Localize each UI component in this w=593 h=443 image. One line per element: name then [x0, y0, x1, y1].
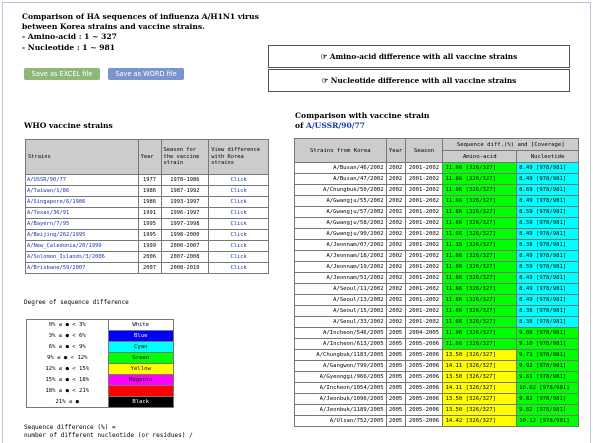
view-difference-link[interactable]: Click [209, 175, 269, 186]
season-cell: 1997-1998 [161, 219, 209, 230]
amino-acid-diff-cell: 11.66 [326/327] [443, 196, 517, 207]
table-row [295, 251, 579, 262]
color-swatch: Blue [108, 331, 173, 342]
legend-row [27, 364, 174, 375]
view-difference-link[interactable]: Click [209, 263, 269, 274]
year-cell: 2002 [386, 306, 405, 317]
strain-cell: A/Incheon/1054/2005 [295, 383, 387, 394]
legend-row [27, 375, 174, 386]
table-row [295, 163, 579, 174]
year-cell: 1995 [138, 230, 161, 241]
nucleotide-difference-button[interactable] [268, 69, 570, 92]
year-cell: 2002 [386, 273, 405, 284]
table-row [295, 229, 579, 240]
legend-row [27, 342, 174, 353]
year-cell: 2002 [386, 196, 405, 207]
season-cell: 2001-2002 [405, 218, 443, 229]
amino-acid-diff-cell: 14.11 [326/327] [443, 383, 517, 394]
season-cell: 2001-2002 [405, 240, 443, 251]
season-cell: 2007-2008 [161, 252, 209, 263]
year-cell: 2002 [386, 262, 405, 273]
nucleotide-diff-cell: 8.49 [978/981] [517, 229, 579, 240]
season-cell: 2005-2006 [405, 383, 443, 394]
column-header: Amino-acid [443, 151, 517, 163]
amino-acid-diff-cell: 13.50 [326/327] [443, 372, 517, 383]
strain-cell [26, 241, 139, 252]
year-cell: 2005 [386, 383, 405, 394]
amino-acid-diff-cell: 11.35 [326/327] [443, 240, 517, 251]
table-row [295, 218, 579, 229]
season-cell: 2004-2005 [405, 328, 443, 339]
nucleotide-diff-cell: 8.38 [978/981] [517, 240, 579, 251]
legend-row [27, 331, 174, 342]
table-row [26, 197, 269, 208]
strain-link[interactable]: A/Taiwan/1/86 [27, 188, 70, 194]
nucleotide-diff-cell: 9.82 [978/981] [517, 394, 579, 405]
year-cell: 1991 [138, 208, 161, 219]
amino-acid-diff-cell: 11.66 [326/327] [443, 163, 517, 174]
season-cell: 2001-2002 [405, 295, 443, 306]
range-cell: 21% ≤ ● [55, 398, 80, 405]
year-cell: 2005 [386, 361, 405, 372]
strain-cell [26, 252, 139, 263]
table-row [26, 241, 269, 252]
table-row [26, 219, 269, 230]
strain-cell [26, 208, 139, 219]
amino-acid-diff-cell: 11.66 [326/327] [443, 273, 517, 284]
amino-acid-difference-button[interactable] [268, 45, 570, 68]
season-cell: 2005-2006 [405, 416, 443, 427]
season-cell: 1993-1997 [161, 197, 209, 208]
legend-row [27, 320, 174, 331]
season-cell: 2001-2002 [405, 185, 443, 196]
amino-acid-diff-cell: 13.50 [326/327] [443, 405, 517, 416]
season-cell: 2001-2002 [405, 306, 443, 317]
amino-acid-diff-cell: 11.66 [326/327] [443, 174, 517, 185]
year-cell: 2002 [386, 317, 405, 328]
save-word-button[interactable]: Save as WORD file [108, 68, 184, 80]
comparison-section-title [295, 111, 429, 130]
season-cell: 2001-2002 [405, 207, 443, 218]
range-cell: 15% ≤ ● < 18% [45, 377, 90, 383]
strain-cell [26, 230, 139, 241]
season-cell: 2001-2002 [405, 163, 443, 174]
nucleotide-diff-cell: 8.49 [978/981] [517, 295, 579, 306]
difference-formula-note [24, 424, 193, 439]
strain-cell: A/Chungbuk/50/2002 [295, 185, 387, 196]
table-row [295, 339, 579, 350]
degree-legend-table [26, 319, 174, 408]
strain-cell: A/Jeonnam/07/2002 [295, 240, 387, 251]
strain-cell: A/Gwangju/90/2002 [295, 229, 387, 240]
legend-row [27, 353, 174, 364]
season-cell: 2001-2002 [405, 229, 443, 240]
strain-cell: A/Gangwon/799/2005 [295, 361, 387, 372]
strain-cell: A/Gwangju/55/2002 [295, 196, 387, 207]
nucleotide-diff-cell: 8.38 [978/981] [517, 317, 579, 328]
season-cell: 2000-2007 [161, 241, 209, 252]
year-cell: 2002 [386, 174, 405, 185]
comparison-title-of: of [295, 120, 306, 130]
year-cell: 2002 [386, 207, 405, 218]
page-header [22, 12, 272, 53]
amino-acid-diff-cell: 11.96 [326/327] [443, 328, 517, 339]
table-row [295, 306, 579, 317]
strain-link[interactable]: A/Brisbane/59/2007 [27, 265, 86, 271]
amino-acid-diff-cell: 11.66 [326/327] [443, 207, 517, 218]
amino-acid-diff-cell: 11.66 [326/327] [443, 306, 517, 317]
nucleotide-diff-cell: 9.00 [978/981] [517, 328, 579, 339]
season-cell: 2001-2002 [405, 317, 443, 328]
comparison-header-row [295, 139, 579, 151]
color-swatch: Green [108, 353, 173, 364]
column-header: Nucleotide [517, 151, 579, 163]
strain-cell: A/Busan/47/2002 [295, 174, 387, 185]
year-cell: 2005 [386, 339, 405, 350]
nucleotide-diff-cell: 9.71 [978/981] [517, 350, 579, 361]
season-cell: 1996-1997 [161, 208, 209, 219]
comparison-title: Comparison with vaccine strain [295, 111, 430, 120]
table-row [26, 230, 269, 241]
strain-cell: A/Incheon/613/2005 [295, 339, 387, 350]
strain-cell: A/Seoul/13/2002 [295, 295, 387, 306]
color-swatch: Red [108, 386, 173, 397]
table-row [295, 295, 579, 306]
season-cell: 2005-2006 [405, 405, 443, 416]
strain-cell [26, 197, 139, 208]
season-cell: 2001-2002 [405, 196, 443, 207]
strain-cell: A/Busan/46/2002 [295, 163, 387, 174]
view-difference-link[interactable]: Click [209, 219, 269, 230]
nucleotide-diff-cell: 8.59 [978/981] [517, 262, 579, 273]
strain-cell: A/Ulsan/752/2005 [295, 416, 387, 427]
year-cell: 2005 [386, 328, 405, 339]
season-cell: 2001-2002 [405, 262, 443, 273]
color-swatch: White [108, 320, 173, 331]
nucleotide-diff-cell: 10.02 [978/981] [517, 383, 579, 394]
season-cell: 2005-2006 [405, 394, 443, 405]
strain-link[interactable]: A/New_Caledonia/20/1999 [27, 243, 102, 249]
year-cell: 2007 [138, 263, 161, 274]
strain-cell [26, 219, 139, 230]
strain-cell: A/Seoul/33/2002 [295, 317, 387, 328]
table-row [295, 174, 579, 185]
table-row [295, 185, 579, 196]
season-cell: 2001-2002 [405, 251, 443, 262]
strain-cell: A/Gyeonggi/966/2005 [295, 372, 387, 383]
column-header: View difference with Korea strains [209, 140, 269, 175]
nucleotide-difference-label: Nucleotide difference with all vaccine strains [330, 76, 517, 85]
strain-cell: A/Jeonbuk/1189/2005 [295, 405, 387, 416]
season-cell: 2008-2010 [161, 263, 209, 274]
amino-acid-diff-cell: 13.50 [326/327] [443, 394, 517, 405]
column-header: Season [405, 139, 443, 163]
strain-cell [26, 186, 139, 197]
who-vaccine-table [25, 139, 269, 274]
table-row [295, 361, 579, 372]
header-line-2: between Korea strains and vaccine strains. [22, 22, 205, 32]
range-cell: 3% ≤ ● < 6% [48, 333, 86, 339]
strain-cell [26, 175, 139, 186]
strain-link[interactable]: A/Singapore/6/1986 [27, 199, 86, 205]
amino-acid-diff-cell: 11.66 [326/327] [443, 218, 517, 229]
season-cell: 2005-2006 [405, 350, 443, 361]
strain-cell: A/Gwangju/57/2002 [295, 207, 387, 218]
strain-cell: A/Jeonbuk/1096/2005 [295, 394, 387, 405]
strain-cell: A/Jeonnam/51/2002 [295, 273, 387, 284]
strain-link[interactable]: A/Bayern/7/95 [27, 221, 70, 227]
year-cell: 2002 [386, 284, 405, 295]
season-cell: 1998-2000 [161, 230, 209, 241]
who-section-title: WHO vaccine strains [24, 121, 113, 130]
table-row [26, 208, 269, 219]
strain-link[interactable]: A/Beijing/262/1995 [27, 232, 86, 238]
legend-row [27, 386, 174, 397]
year-cell: 2002 [386, 218, 405, 229]
year-cell: 2002 [386, 251, 405, 262]
header-line-3: - Amino-acid : 1 ~ 327 [22, 32, 117, 42]
nucleotide-diff-cell: 8.59 [978/981] [517, 207, 579, 218]
strain-cell: A/Gwangju/58/2002 [295, 218, 387, 229]
amino-acid-diff-cell: 11.66 [326/327] [443, 251, 517, 262]
season-cell: 2005-2006 [405, 372, 443, 383]
view-difference-link[interactable]: Click [209, 208, 269, 219]
table-row [295, 383, 579, 394]
table-row [295, 405, 579, 416]
table-row [295, 328, 579, 339]
amino-acid-diff-cell: 13.50 [326/327] [443, 350, 517, 361]
color-swatch: Cyan [108, 342, 173, 353]
view-difference-link[interactable]: Click [209, 186, 269, 197]
year-cell: 2002 [386, 185, 405, 196]
strain-link[interactable]: A/USSR/90/77 [27, 177, 66, 183]
amino-acid-diff-cell: 11.66 [326/327] [443, 339, 517, 350]
color-swatch: Magenta [108, 375, 173, 386]
year-cell: 2002 [386, 295, 405, 306]
year-cell: 2002 [386, 163, 405, 174]
table-row [295, 416, 579, 427]
year-cell: 1995 [138, 219, 161, 230]
year-cell: 2005 [386, 405, 405, 416]
year-cell: 2005 [386, 350, 405, 361]
year-cell: 2006 [138, 252, 161, 263]
amino-acid-diff-cell: 11.66 [326/327] [443, 284, 517, 295]
strain-cell: A/Jeonnam/18/2002 [295, 251, 387, 262]
view-difference-link[interactable]: Click [209, 230, 269, 241]
year-cell: 1986 [138, 197, 161, 208]
year-cell: 2005 [386, 394, 405, 405]
pointing-hand-icon: ☞ [321, 76, 329, 85]
amino-acid-diff-cell: 14.42 [326/327] [443, 416, 517, 427]
strain-cell: A/Incheon/546/2005 [295, 328, 387, 339]
who-table-header-row [26, 140, 269, 175]
nucleotide-diff-cell: 8.59 [978/981] [517, 218, 579, 229]
amino-acid-diff-cell: 11.96 [326/327] [443, 185, 517, 196]
range-cell: 18% ≤ ● < 21% [45, 388, 90, 394]
table-row [26, 186, 269, 197]
year-cell: 1977 [138, 175, 161, 186]
color-swatch: Yellow [108, 364, 173, 375]
year-cell: 1999 [138, 241, 161, 252]
table-row [295, 196, 579, 207]
nucleotide-diff-cell: 8.69 [978/981] [517, 185, 579, 196]
table-row [295, 394, 579, 405]
header-line-4: - Nucleotide : 1 ~ 981 [22, 42, 116, 52]
amino-acid-difference-label: Amino-acid difference with all vaccine strains [329, 52, 518, 61]
view-difference-link[interactable]: Click [209, 252, 269, 263]
season-cell: 1987-1992 [161, 186, 209, 197]
legend-row [27, 397, 174, 408]
season-cell: 2001-2002 [405, 284, 443, 295]
column-header: Sequence diff.(%) and [Coverage] [443, 139, 579, 151]
nucleotide-diff-cell: 10.12 [978/981] [517, 416, 579, 427]
range-cell: 9% ≤ ● < 12% [47, 355, 88, 361]
nucleotide-diff-cell: 9.92 [978/981] [517, 361, 579, 372]
save-excel-button[interactable]: Save as EXCEL file [24, 68, 100, 80]
season-cell: 2001-2002 [405, 273, 443, 284]
year-cell: 2002 [386, 229, 405, 240]
amino-acid-diff-cell: 11.66 [326/327] [443, 229, 517, 240]
nucleotide-diff-cell: 8.49 [978/981] [517, 196, 579, 207]
column-header: Strains from Korea [295, 139, 387, 163]
year-cell: 1986 [138, 186, 161, 197]
note-line-1: Sequence difference (%) = [24, 424, 116, 431]
vaccine-strain-link[interactable]: A/USSR/90/77 [305, 120, 366, 130]
table-row [295, 350, 579, 361]
note-line-2: number of different nucleotide (or residues) / [24, 431, 193, 439]
nucleotide-diff-cell: 8.49 [978/981] [517, 284, 579, 295]
comparison-table [294, 138, 579, 427]
view-difference-link[interactable]: Click [209, 197, 269, 208]
table-row [26, 252, 269, 263]
nucleotide-diff-cell: 9.82 [978/981] [517, 405, 579, 416]
range-cell: 0% ≤ ● < 3% [48, 322, 86, 329]
nucleotide-diff-cell: 9.10 [978/981] [517, 339, 579, 350]
degree-title: Degree of sequence difference [24, 299, 129, 306]
amino-acid-diff-cell: 11.66 [326/327] [443, 317, 517, 328]
season-cell: 2001-2002 [405, 174, 443, 185]
view-difference-link[interactable]: Click [209, 241, 269, 252]
column-header: Strains [26, 140, 139, 175]
column-header: Season for the vaccine strain [161, 140, 209, 175]
strain-cell: A/Chungbuk/1183/2005 [295, 350, 387, 361]
table-row [295, 273, 579, 284]
year-cell: 2005 [386, 416, 405, 427]
pointing-hand-icon: ☞ [320, 52, 328, 61]
table-row [295, 317, 579, 328]
season-cell: 2005-2006 [405, 339, 443, 350]
strain-link[interactable]: A/Texas/36/91 [27, 210, 70, 216]
strain-cell: A/Jeonnam/19/2002 [295, 262, 387, 273]
year-cell: 2005 [386, 372, 405, 383]
column-header: Year [138, 140, 161, 175]
strain-link[interactable]: A/Solomon_Islands/3/2006 [27, 254, 105, 260]
color-swatch: Black [108, 397, 173, 408]
table-row [295, 372, 579, 383]
nucleotide-diff-cell: 8.49 [978/981] [517, 251, 579, 262]
table-row [295, 240, 579, 251]
table-row [26, 263, 269, 274]
nucleotide-diff-cell: 9.61 [978/981] [517, 372, 579, 383]
strain-cell [26, 263, 139, 274]
column-header: Year [386, 139, 405, 163]
amino-acid-diff-cell: 14.11 [326/327] [443, 361, 517, 372]
amino-acid-diff-cell: 11.66 [326/327] [443, 295, 517, 306]
strain-cell: A/Seoul/15/2002 [295, 306, 387, 317]
strain-cell: A/Seoul/11/2002 [295, 284, 387, 295]
table-row [295, 262, 579, 273]
header-line-1: Comparison of HA sequences of influenza A/H1N1 virus [22, 12, 259, 21]
nucleotide-diff-cell: 8.49 [978/981] [517, 163, 579, 174]
table-row [26, 175, 269, 186]
season-cell: 2005-2006 [405, 361, 443, 372]
nucleotide-diff-cell: 8.49 [978/981] [517, 174, 579, 185]
table-row [295, 207, 579, 218]
range-cell: 6% ≤ ● < 9% [48, 344, 86, 350]
range-cell: 12% ≤ ● < 15% [45, 366, 90, 372]
amino-acid-diff-cell: 11.66 [326/327] [443, 262, 517, 273]
nucleotide-diff-cell: 8.49 [978/981] [517, 273, 579, 284]
year-cell: 2002 [386, 240, 405, 251]
season-cell: 1978-1986 [161, 175, 209, 186]
nucleotide-diff-cell: 8.38 [978/981] [517, 306, 579, 317]
table-row [295, 284, 579, 295]
